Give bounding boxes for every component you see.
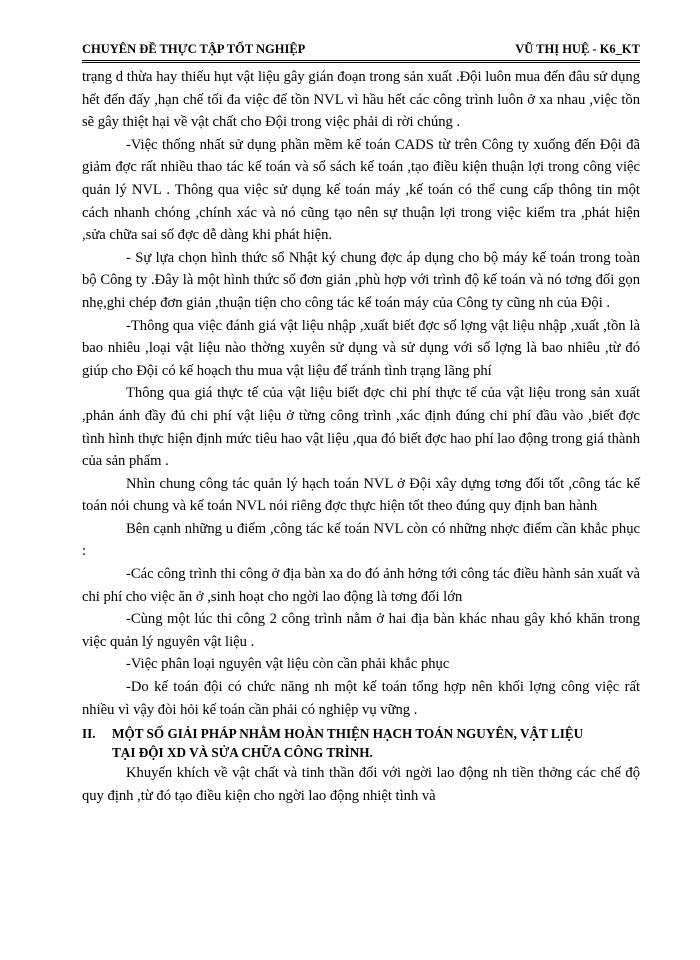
header-author: VŨ THỊ HUỆ - K6_KT xyxy=(515,42,640,56)
paragraph-cads-software: -Việc thống nhất sử dụng phần mềm kế toán CADS từ trên Công ty xuống đến Đội đã giảm đợc rất nhiều thao tác kế toán và sổ sách kế toán ,tạo điều kiện thuận lợi trong công việc quản lý NVL . Thông qua việc sử dụng kế toán máy ,kế toán có thể cung cấp thông tin một cách nhanh chóng ,chính xác và nó cũng tạo nên sự thuận lợi trong việc kiểm tra ,phát hiện ,sửa chữa sai số đợc dễ dàng khi phát hiện. xyxy=(82,136,640,244)
section-title-line-1: MỘT SỐ GIẢI PHÁP NHẰM HOÀN THIỆN HẠCH TOÁN NGUYÊN, VẬT LIỆU xyxy=(112,726,584,742)
paragraph-weakness-two-sites: -Cùng một lúc thi công 2 công trình nằm ở hai địa bàn khác nhau gây khó khăn trong việc quản lý nguyên vật liệu . xyxy=(82,611,640,650)
paragraph-weakness-distance: -Các công trình thi công ở địa bàn xa do đó ảnh hởng tới công tác điều hành sản xuất và chi phí cho việc ăn ở ,sinh hoạt cho ngời lao động là tơng đối lớn xyxy=(82,566,640,605)
paragraph-continuation: trạng d thừa hay thiếu hụt vật liệu gây gián đoạn trong sản xuất .Đội luôn mua đến đâu sử dụng hết đến đấy ,hạn chế tối đa việc để tồn NVL vì hầu hết các công trình luôn ở xa nhau ,việc tồn sẽ gây thiệt hại về vật chất cho Đội trong việc phải di rời chúng . xyxy=(82,69,640,131)
paragraph-weaknesses-intro: Bên cạnh những u điểm ,công tác kế toán NVL còn có những nhợc điểm cần khắc phục : xyxy=(82,520,640,560)
paragraph-actual-cost: Thông qua giá thực tế của vật liệu biết đợc chi phí thực tế của vật liệu trong sản xuất ,phản ánh đầy đủ chi phí vật liệu ở từng công trình ,xác định đúng chi phí đầu vào ,biết đợc tình hình thực hiện định mức tiêu hao vật liệu ,qua đó biết đợc hao phí lao động trong giá thành của sản phẩm . xyxy=(82,385,640,470)
paragraph-overall: Nhìn chung công tác quản lý hạch toán NVL ở Đội xây dựng tơng đối tốt ,công tác kế toán nói chung và kế toán NVL nói riêng đợc thực hiện tốt theo đúng quy định ban hành xyxy=(82,475,640,515)
paragraph-weakness-workload: -Do kế toán đội có chức năng nh một kế toán tổng hợp nên khối lợng công việc rất nhiều vì vậy đòi hỏi kế toán cần phải có nghiệp vụ vững . xyxy=(82,679,640,718)
page-header xyxy=(82,40,640,63)
section-title-line-2: TẠI ĐỘI XD VÀ SỬA CHỮA CÔNG TRÌNH. xyxy=(112,745,373,761)
paragraph-general-journal: - Sự lựa chọn hình thức sổ Nhật ký chung đợc áp dụng cho bộ máy kế toán trong toàn bộ Công ty .Đây là một hình thức sổ đơn giản ,phù hợp với trình độ kế toán và nó tơng đối gọn nhẹ,ghi chép đơn giản ,thuận tiện cho công tác kế toán máy của Công ty cũng nh của Đội . xyxy=(82,249,640,311)
paragraph-material-valuation: -Thông qua việc đánh giá vật liệu nhập ,xuất biết đợc số lợng vật liệu nhập ,xuất ,tồn là bao nhiêu ,loại vật liệu nào thờng xuyên sử dụng và sử dụng với số lợng là bao nhiêu ,từ đó giúp cho Đội có kế hoạch thu mua vật liệu để tránh tình trạng lãng phí xyxy=(82,317,640,379)
section-heading xyxy=(82,724,640,762)
document-body xyxy=(82,66,640,807)
paragraph-incentives: Khuyến khích về vật chất và tinh thần đối với ngời lao động nh tiền thởng các chế độ quy định ,từ đó tạo điều kiện cho ngời lao động nhiệt tình và xyxy=(82,765,640,804)
paragraph-weakness-classification: -Việc phân loại nguyên vật liệu còn cần phải khắc phục xyxy=(126,656,450,673)
section-number: II. xyxy=(82,726,96,742)
header-title: CHUYÊN ĐỀ THỰC TẬP TỐT NGHIỆP xyxy=(82,42,306,56)
